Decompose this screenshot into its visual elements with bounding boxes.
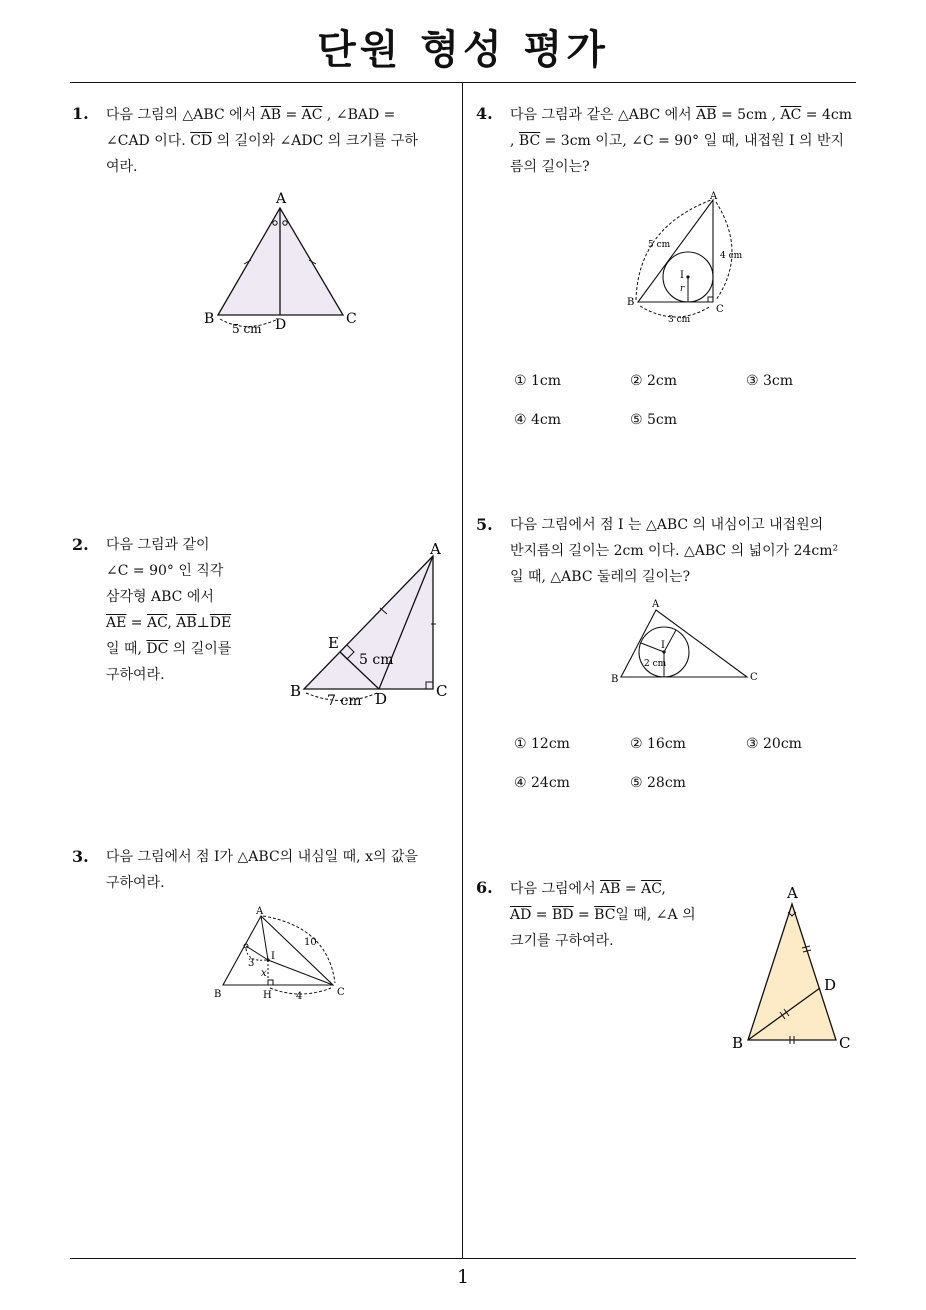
label-a: A [276, 191, 287, 207]
question-text-line [106, 558, 269, 584]
question-4-choice-5[interactable]: ⑤ 5cm [630, 412, 678, 428]
question-5-choice-1[interactable]: ① 12cm [514, 736, 570, 752]
length-label-10: 10 [304, 937, 317, 948]
text-run: = 4cm [801, 107, 853, 123]
segment-notation: $\overline{AC}$ [301, 107, 323, 123]
label-a: A [787, 884, 798, 902]
question-text-line [106, 870, 456, 896]
label-a: A [652, 599, 660, 610]
question-6-figure [726, 878, 856, 1056]
label-a: A [430, 540, 441, 558]
segment-ic [268, 960, 333, 985]
label-c: C [436, 682, 448, 700]
text-run: 다음 그림에서 점 I가 △ABC의 내심일 때, x의 값을 [106, 849, 418, 865]
label-c: C [346, 311, 357, 327]
text-run: 반지름의 길이는 2cm 이다. △ABC 의 넓이가 24cm² [510, 543, 839, 559]
question-4-choice-4[interactable]: ④ 4cm [514, 412, 562, 428]
segment-notation: $\overline{DC}$ [146, 641, 169, 657]
length-label-ab: 5 cm [648, 240, 671, 250]
text-run: , [661, 881, 666, 897]
label-c: C [839, 1034, 851, 1052]
label-b: B [611, 674, 619, 685]
length-arc [263, 916, 335, 983]
question-2-figure [282, 536, 457, 712]
question-text-line [510, 902, 712, 928]
text-run: = [281, 107, 302, 123]
incenter-point [686, 275, 689, 278]
text-run: 름의 길이는? [510, 159, 590, 175]
length-label: 5 cm [232, 322, 262, 336]
label-c: C [716, 304, 724, 315]
label-c: C [750, 672, 758, 683]
label-b: B [732, 1034, 744, 1052]
text-run: , [167, 615, 177, 631]
length-label-bc: 3 cm [668, 315, 691, 325]
text-run: 삼각형 ABC 에서 [106, 589, 214, 605]
question-4-figure [618, 188, 758, 328]
segment-notation: $\overline{AB}$ [600, 881, 621, 897]
label-d: D [275, 317, 287, 333]
length-label-ac: 4 cm [720, 251, 743, 261]
question-text-line [510, 154, 860, 180]
segment-notation: $\overline{AD}$ [510, 907, 532, 923]
segment-notation: $\overline{BC}$ [518, 133, 541, 149]
page-title: 단원 형성 평가 [317, 27, 609, 73]
question-text-line [510, 512, 860, 538]
text-run: = [573, 907, 595, 923]
question-5-figure [604, 596, 764, 688]
question-2-text [106, 532, 269, 688]
question-1-figure [196, 188, 366, 340]
segment-ai [261, 916, 268, 960]
length-arc [636, 200, 711, 300]
label-a: A [710, 191, 718, 202]
segment-notation: $\overline{BC}$ [594, 907, 616, 923]
triangle-abc [304, 556, 433, 689]
question-1-number: 1. [72, 104, 89, 123]
text-run: = [126, 615, 147, 631]
text-run: 다음 그림과 같은 △ABC 에서 [510, 107, 697, 123]
question-text-line [510, 928, 712, 954]
text-run: ∠CAD 이다. [106, 133, 191, 149]
label-e: E [328, 634, 339, 652]
question-text-line [510, 128, 860, 154]
question-5-choice-4[interactable]: ④ 24cm [514, 775, 570, 791]
segment-notation: $\overline{BD}$ [551, 907, 574, 923]
text-run: 의 길이를 [168, 641, 232, 657]
text-run: 다음 그림의 △ABC 에서 [106, 107, 261, 123]
label-c: C [337, 987, 345, 998]
segment-notation: $\overline{AB}$ [176, 615, 197, 631]
triangle-abc [748, 904, 836, 1040]
header-rule [70, 82, 856, 83]
text-run: 일 때, ∠A 의 [615, 907, 696, 923]
text-run: 구하여라. [106, 875, 165, 891]
question-text-line [106, 532, 269, 558]
question-4-number: 4. [476, 104, 493, 123]
question-5-choice-2[interactable]: ② 16cm [630, 736, 686, 752]
question-text-line [106, 844, 456, 870]
question-6-number: 6. [476, 878, 493, 897]
segment-notation: $\overline{AE}$ [106, 615, 127, 631]
label-x: x [261, 968, 267, 979]
text-run: = [620, 881, 642, 897]
question-5-number: 5. [476, 515, 493, 534]
right-angle-mark [268, 980, 273, 985]
label-h: H [263, 990, 272, 1001]
column-divider [462, 83, 463, 1258]
length-label: 2 cm [644, 659, 667, 669]
label-i: I [271, 951, 275, 962]
footer-rule [70, 1258, 856, 1259]
question-text-line [510, 538, 860, 564]
label-i: I [680, 270, 684, 281]
segment-notation: $\overline{CD}$ [190, 133, 213, 149]
segment-notation: $\overline{AC}$ [146, 615, 168, 631]
text-run: ⊥ [196, 615, 210, 631]
text-run: = [531, 907, 552, 923]
question-text-line [106, 102, 456, 128]
question-2-number: 2. [72, 535, 89, 554]
text-run: 일 때, △ABC 둘레의 길이는? [510, 569, 691, 585]
text-run: 다음 그림에서 점 I 는 △ABC 의 내심이고 내접원의 [510, 517, 824, 533]
text-run: 구하여라. [106, 667, 165, 683]
text-run: 의 길이와 ∠ADC 의 크기를 구하 [212, 133, 418, 149]
text-run: 다음 그림에서 [510, 881, 601, 897]
question-4-text [510, 102, 860, 180]
question-text-line [106, 636, 269, 662]
text-run: = 3cm 이고, ∠C = 90° 일 때, 내접원 I 의 반지 [540, 133, 844, 149]
label-d: D [824, 976, 837, 994]
question-4-choice-3[interactable]: ③ 3cm [746, 373, 794, 389]
label-d: D [375, 690, 388, 708]
segment-notation: $\overline{AC}$ [780, 107, 802, 123]
question-5-text [510, 512, 860, 590]
question-4-choice-2[interactable]: ② 2cm [630, 373, 678, 389]
text-run: = 5cm , [716, 107, 781, 123]
text-run: ∠C = 90° 인 직각 [106, 563, 224, 579]
question-text-line [106, 662, 269, 688]
question-3-text [106, 844, 456, 896]
triangle-abc [223, 916, 333, 985]
question-text-line [106, 128, 456, 154]
segment-notation: $\overline{AB}$ [696, 107, 717, 123]
triangle-abc [638, 200, 713, 302]
question-3-number: 3. [72, 847, 89, 866]
label-b: B [290, 682, 302, 700]
label-b: B [214, 989, 222, 1000]
length-label-4: 4 [296, 991, 303, 1002]
right-angle-mark [708, 297, 713, 302]
text-run: 크기를 구하여라. [510, 933, 614, 949]
question-text-line [106, 154, 456, 180]
question-text-line [510, 564, 860, 590]
radius [664, 630, 676, 652]
length-label-ed: 5 cm [359, 652, 394, 668]
question-6-text [510, 876, 712, 954]
question-1-text [106, 102, 456, 180]
question-3-figure [208, 902, 358, 1004]
text-run: 일 때, [106, 641, 147, 657]
text-run: , [510, 133, 519, 149]
text-run: 다음 그림과 같이 [106, 537, 210, 553]
text-run: , ∠BAD = [322, 107, 396, 123]
label-b: B [204, 311, 215, 327]
question-4-choice-1[interactable]: ① 1cm [514, 373, 562, 389]
text-run: 여라. [106, 159, 138, 175]
label-i: I [661, 640, 665, 651]
length-label-bd: 7 cm [327, 693, 362, 709]
question-5-choice-5[interactable]: ⑤ 28cm [630, 775, 686, 791]
segment-notation: $\overline{DE}$ [209, 615, 232, 631]
page-number: 1 [456, 1266, 470, 1288]
label-r: r [680, 284, 685, 294]
question-text-line [106, 610, 269, 636]
length-label-3: 3 [248, 958, 255, 969]
incenter-point [266, 958, 269, 961]
question-5-choice-3[interactable]: ③ 20cm [746, 736, 802, 752]
segment-notation: $\overline{AC}$ [641, 881, 662, 897]
question-text-line [510, 876, 712, 902]
question-text-line [106, 584, 269, 610]
question-text-line [510, 102, 860, 128]
label-a: A [256, 906, 264, 917]
segment-notation: $\overline{AB}$ [260, 107, 282, 123]
label-b: B [627, 297, 635, 308]
